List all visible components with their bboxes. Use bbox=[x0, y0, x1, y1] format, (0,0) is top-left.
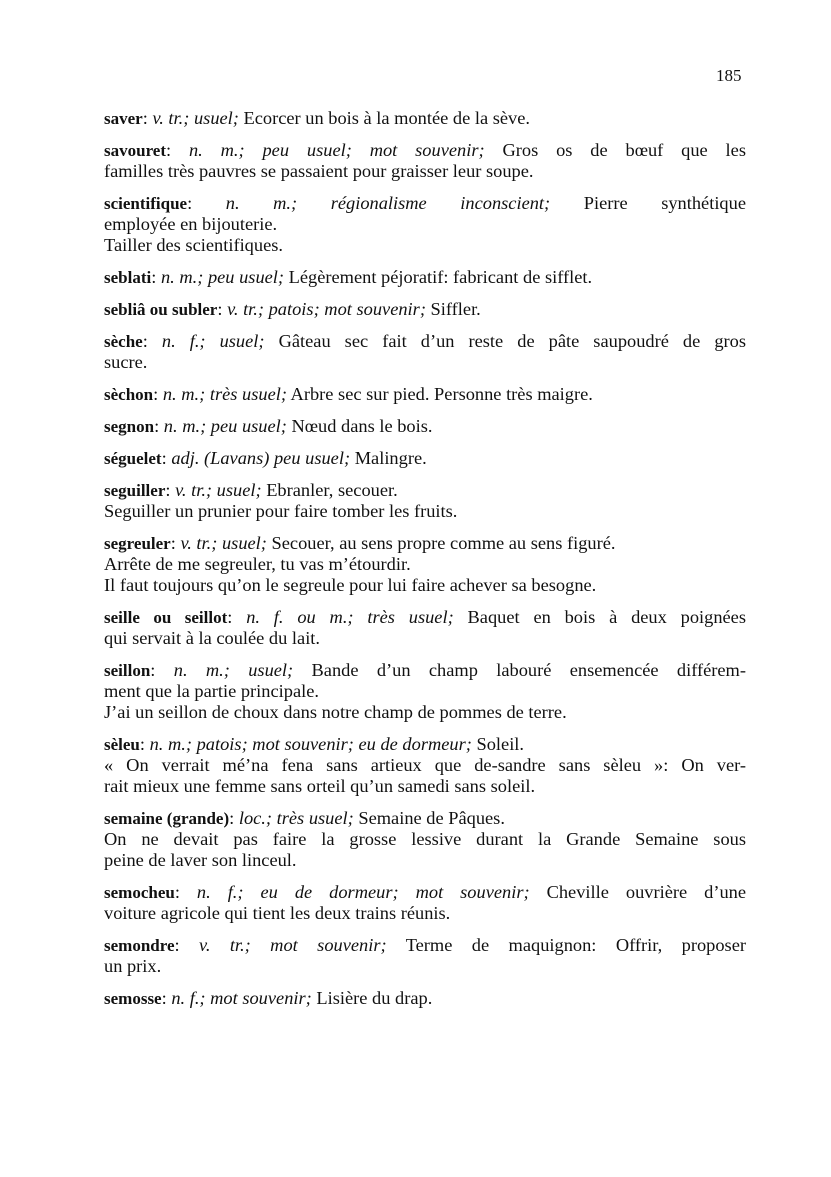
entry-grammar: n. m.; peu usuel; bbox=[163, 416, 287, 436]
entry-line bbox=[104, 575, 746, 596]
entry-grammar: n. f.; usuel; bbox=[161, 331, 265, 351]
entry-separator: : bbox=[153, 384, 163, 404]
entry-text: voiture agricole qui tient les deux trains réunis. bbox=[104, 903, 451, 923]
entry-text: un prix. bbox=[104, 956, 162, 976]
entry-text: « On verrait mé’na fena sans artieux que de-sandre sans sèleu »: On ver- bbox=[104, 755, 746, 775]
entry-list bbox=[104, 108, 746, 1020]
entry-line bbox=[104, 660, 746, 681]
entry-headword: semosse bbox=[104, 989, 162, 1008]
dictionary-entry bbox=[104, 299, 746, 320]
entry-separator: : bbox=[161, 988, 172, 1008]
entry-text: qui servait à la coulée du lait. bbox=[104, 628, 321, 648]
entry-headword: seguiller bbox=[104, 481, 166, 500]
entry-separator: : bbox=[165, 480, 176, 500]
entry-grammar: v. tr.; patois; mot souvenir; bbox=[227, 299, 426, 319]
entry-line bbox=[104, 734, 746, 755]
entry-line bbox=[104, 829, 746, 850]
entry-text: Siffler. bbox=[425, 299, 481, 319]
entry-text: Gâteau sec fait d’un reste de pâte saupoudré de gros bbox=[264, 331, 746, 351]
entry-separator: : bbox=[139, 734, 150, 754]
entry-text: sucre. bbox=[104, 352, 148, 372]
entry-text: Soleil. bbox=[471, 734, 525, 754]
entry-separator: : bbox=[227, 607, 247, 627]
entry-separator: : bbox=[229, 808, 239, 828]
entry-line bbox=[104, 331, 746, 352]
entry-line bbox=[104, 935, 746, 956]
entry-separator: : bbox=[174, 935, 200, 955]
entry-grammar: n. m.; patois; mot souvenir; eu de dormeur; bbox=[149, 734, 472, 754]
dictionary-entry bbox=[104, 935, 746, 977]
entry-text: Ebranler, secouer. bbox=[261, 480, 398, 500]
dictionary-entry bbox=[104, 660, 746, 723]
entry-headword: semocheu bbox=[104, 883, 175, 902]
entry-headword: segnon bbox=[104, 417, 155, 436]
entry-text: J’ai un seillon de choux dans notre champ de pommes de terre. bbox=[104, 702, 567, 722]
entry-line bbox=[104, 956, 746, 977]
entry-separator: : bbox=[142, 331, 162, 351]
entry-text: Malingre. bbox=[350, 448, 427, 468]
entry-headword: séguelet bbox=[104, 449, 162, 468]
entry-headword: saver bbox=[104, 109, 143, 128]
entry-text: Seguiller un prunier pour faire tomber les fruits. bbox=[104, 501, 458, 521]
entry-headword: semondre bbox=[104, 936, 175, 955]
entry-text: Arrête de me segreuler, tu vas m’étourdir. bbox=[104, 554, 411, 574]
entry-separator: : bbox=[170, 533, 181, 553]
entry-separator: : bbox=[187, 193, 226, 213]
entry-separator: : bbox=[174, 882, 197, 902]
entry-grammar: adj. (Lavans) peu usuel; bbox=[171, 448, 351, 468]
entry-separator: : bbox=[166, 140, 189, 160]
entry-line bbox=[104, 533, 746, 554]
entry-line bbox=[104, 416, 746, 437]
entry-text: On ne devait pas faire la grosse lessive durant la Grande Semaine sous bbox=[104, 829, 746, 849]
entry-grammar: n. m.; usuel; bbox=[173, 660, 294, 680]
entry-grammar: n. f.; eu de dormeur; mot souvenir; bbox=[196, 882, 530, 902]
dictionary-entry bbox=[104, 480, 746, 522]
entry-line bbox=[104, 352, 746, 373]
entry-headword: sèche bbox=[104, 332, 143, 351]
entry-text: Il faut toujours qu’on le segreule pour lui faire achever sa besogne. bbox=[104, 575, 597, 595]
entry-headword: semaine (grande) bbox=[104, 809, 230, 828]
entry-line bbox=[104, 448, 746, 469]
entry-headword: seblati bbox=[104, 268, 152, 287]
entry-line bbox=[104, 808, 746, 829]
entry-text: Baquet en bois à deux poignées bbox=[453, 607, 747, 627]
entry-grammar: n. f.; mot souvenir; bbox=[171, 988, 312, 1008]
entry-line bbox=[104, 480, 746, 501]
entry-line bbox=[104, 903, 746, 924]
entry-headword: scientifique bbox=[104, 194, 188, 213]
entry-text: peine de laver son linceul. bbox=[104, 850, 297, 870]
entry-text: ment que la partie principale. bbox=[104, 681, 319, 701]
entry-line bbox=[104, 850, 746, 871]
entry-line bbox=[104, 161, 746, 182]
entry-line bbox=[104, 267, 746, 288]
entry-headword: sèchon bbox=[104, 385, 154, 404]
entry-text: Nœud dans le bois. bbox=[286, 416, 433, 436]
entry-separator: : bbox=[150, 660, 174, 680]
entry-text: employée en bijouterie. bbox=[104, 214, 278, 234]
entry-text: Gros os de bœuf que les bbox=[484, 140, 746, 160]
entry-grammar: v. tr.; usuel; bbox=[180, 533, 267, 553]
entry-text: rait mieux une femme sans orteil qu’un samedi sans soleil. bbox=[104, 776, 536, 796]
dictionary-entry bbox=[104, 108, 746, 129]
entry-line bbox=[104, 882, 746, 903]
entry-text: Secouer, au sens propre comme au sens figuré. bbox=[266, 533, 616, 553]
entry-grammar: loc.; très usuel; bbox=[238, 808, 354, 828]
dictionary-entry bbox=[104, 808, 746, 871]
entry-headword: savouret bbox=[104, 141, 167, 160]
entry-text: Légèrement péjoratif: fabricant de sifflet. bbox=[284, 267, 593, 287]
entry-headword: sèleu bbox=[104, 735, 140, 754]
entry-headword: segreuler bbox=[104, 534, 171, 553]
entry-grammar: n. m.; peu usuel; mot souvenir; bbox=[188, 140, 485, 160]
entry-grammar: v. tr.; usuel; bbox=[152, 108, 239, 128]
entry-grammar: n. m.; très usuel; bbox=[162, 384, 287, 404]
dictionary-entry bbox=[104, 193, 746, 256]
entry-line bbox=[104, 501, 746, 522]
entry-line bbox=[104, 755, 746, 776]
entry-separator: : bbox=[217, 299, 228, 319]
entry-separator: : bbox=[154, 416, 164, 436]
entry-text: Tailler des scientifiques. bbox=[104, 235, 283, 255]
entry-separator: : bbox=[161, 448, 172, 468]
entry-line bbox=[104, 681, 746, 702]
entry-line bbox=[104, 108, 746, 129]
entry-grammar: n. m.; peu usuel; bbox=[160, 267, 285, 287]
entry-line bbox=[104, 193, 746, 214]
entry-headword: sebliâ ou subler bbox=[104, 300, 218, 319]
entry-grammar: v. tr.; mot souvenir; bbox=[199, 935, 387, 955]
entry-text: Cheville ouvrière d’une bbox=[529, 882, 746, 902]
page-number: 185 bbox=[716, 66, 742, 85]
dictionary-entry bbox=[104, 988, 746, 1009]
entry-headword: seillon bbox=[104, 661, 151, 680]
dictionary-entry bbox=[104, 416, 746, 437]
entry-grammar: n. f. ou m.; très usuel; bbox=[246, 607, 454, 627]
entry-text: Ecorcer un bois à la montée de la sève. bbox=[238, 108, 530, 128]
entry-line bbox=[104, 554, 746, 575]
dictionary-entry bbox=[104, 882, 746, 924]
entry-line bbox=[104, 235, 746, 256]
entry-line bbox=[104, 776, 746, 797]
dictionary-entry bbox=[104, 448, 746, 469]
entry-text: Pierre synthétique bbox=[550, 193, 746, 213]
entry-line bbox=[104, 299, 746, 320]
entry-grammar: n. m.; régionalisme inconscient; bbox=[225, 193, 551, 213]
entry-text: Semaine de Pâques. bbox=[353, 808, 505, 828]
entry-separator: : bbox=[142, 108, 153, 128]
dictionary-entry bbox=[104, 533, 746, 596]
entry-line bbox=[104, 214, 746, 235]
entry-grammar: v. tr.; usuel; bbox=[175, 480, 262, 500]
entry-line bbox=[104, 988, 746, 1009]
entry-line bbox=[104, 607, 746, 628]
dictionary-entry bbox=[104, 140, 746, 182]
dictionary-entry bbox=[104, 267, 746, 288]
entry-line bbox=[104, 628, 746, 649]
entry-text: Bande d’un champ labouré ensemencée différem- bbox=[293, 660, 746, 680]
entry-text: Arbre sec sur pied. Personne très maigre. bbox=[286, 384, 593, 404]
dictionary-entry bbox=[104, 607, 746, 649]
entry-text: Terme de maquignon: Offrir, proposer bbox=[386, 935, 746, 955]
entry-line bbox=[104, 140, 746, 161]
entry-line bbox=[104, 384, 746, 405]
dictionary-entry bbox=[104, 384, 746, 405]
entry-headword: seille ou seillot bbox=[104, 608, 228, 627]
dictionary-entry bbox=[104, 734, 746, 797]
entry-text: Lisière du drap. bbox=[311, 988, 433, 1008]
entry-text: familles très pauvres se passaient pour graisser leur soupe. bbox=[104, 161, 534, 181]
entry-separator: : bbox=[151, 267, 161, 287]
dictionary-entry bbox=[104, 331, 746, 373]
entry-line bbox=[104, 702, 746, 723]
